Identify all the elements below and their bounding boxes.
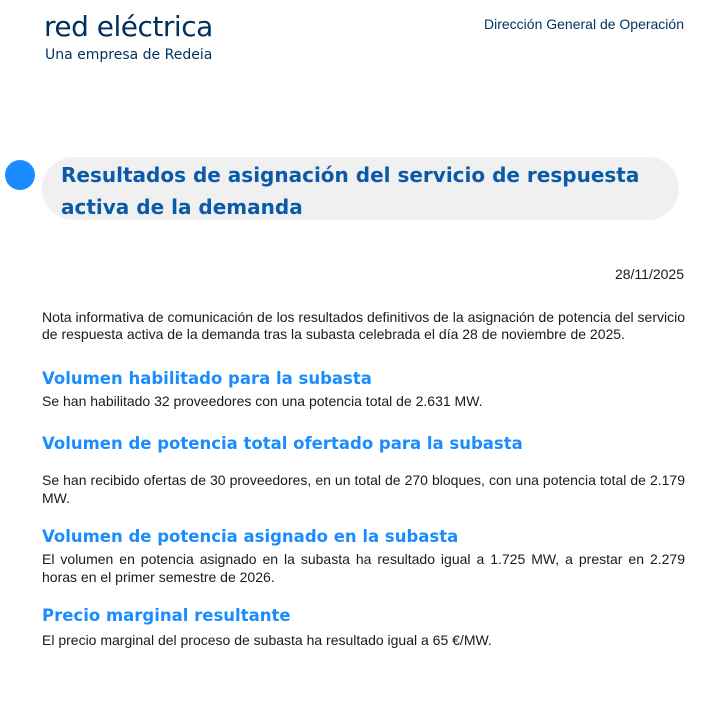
section-title-assigned-volume: Volumen de potencia asignado en la subasta bbox=[42, 527, 459, 546]
section-title-offered-volume: Volumen de potencia total ofertado para la subasta bbox=[42, 434, 523, 453]
section-text-marginal-price: El precio marginal del proceso de subasta ha resultado igual a 65 €/MW. bbox=[42, 632, 492, 648]
page-title: Resultados de asignación del servicio de respuesta activa de la demanda bbox=[61, 163, 640, 219]
section-title-marginal-price: Precio marginal resultante bbox=[42, 606, 291, 625]
department-label: Dirección General de Operación bbox=[484, 16, 684, 32]
logo-tagline: Una empresa de Redeia bbox=[45, 47, 213, 63]
intro-paragraph: Nota informativa de comunicación de los resultados definitivos de la asignación de potencia del servicio de respuesta activa de la demanda tras la subasta celebrada el día 28 de noviembre de 2025. bbox=[42, 309, 685, 342]
page-header bbox=[0, 0, 708, 80]
title-bullet-dot bbox=[5, 160, 35, 190]
document-body bbox=[42, 309, 685, 649]
section-title-enabled-volume: Volumen habilitado para la subasta bbox=[42, 369, 372, 388]
logo-name: red eléctrica bbox=[44, 10, 213, 43]
section-text-enabled-volume: Se han habilitado 32 proveedores con una potencia total de 2.631 MW. bbox=[42, 393, 483, 409]
title-banner bbox=[42, 157, 679, 220]
section-text-assigned-volume: El volumen en potencia asignado en la subasta ha resultado igual a 1.725 MW, a prestar en 2.279 horas en el primer semestre de 2026. bbox=[42, 551, 685, 585]
section-text-offered-volume: Se han recibido ofertas de 30 proveedores, en un total de 270 bloques, con una potencia total de 2.179 MW. bbox=[42, 472, 685, 506]
document-date: 28/11/2025 bbox=[614, 266, 684, 282]
